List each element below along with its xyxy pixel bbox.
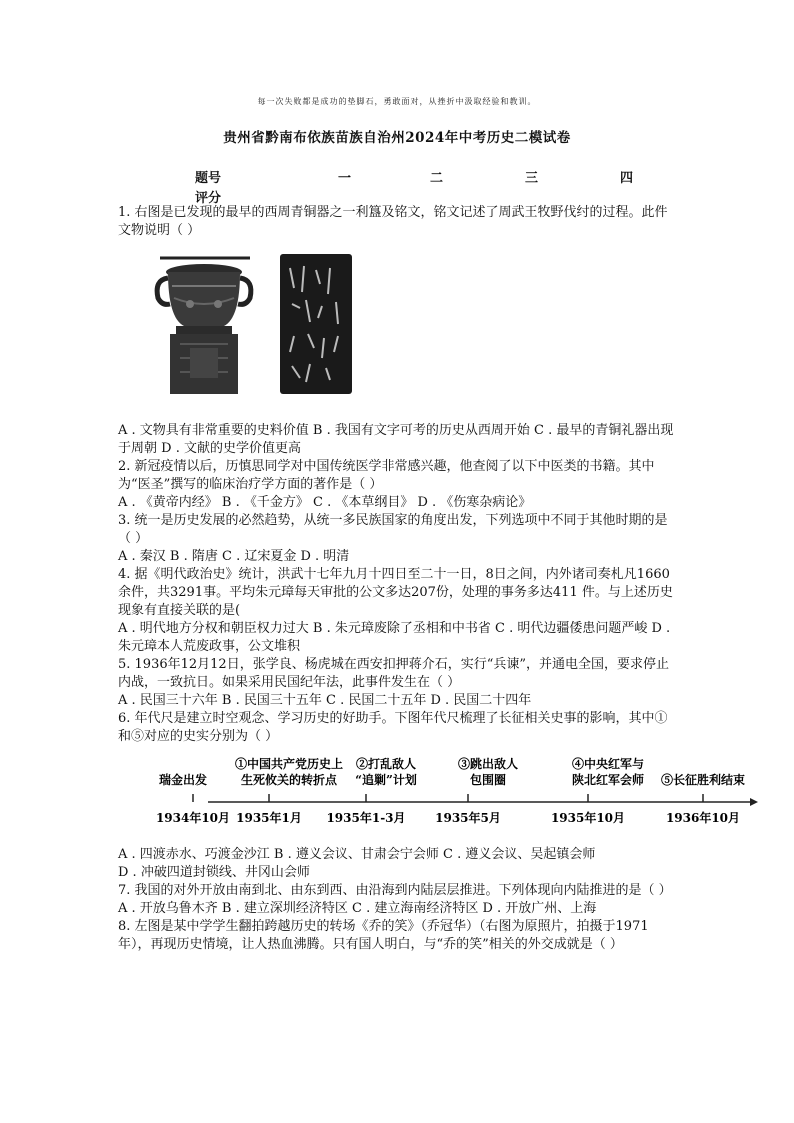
timeline-svg: [138, 754, 758, 846]
score-col-4: 四: [620, 171, 634, 186]
timeline-event-label: ③跳出敌人: [457, 757, 519, 771]
timeline-date: 1935年1-3月: [326, 811, 406, 825]
long-march-timeline: [118, 754, 746, 846]
timeline-event-label: ①中国共产党历史上: [234, 757, 344, 771]
q4-options: A . 明代地方分权和朝臣权力过大 B . 朱元璋废除了丞相和中书省 C . 明代边疆倭患问题严峻 D . 朱元璋本人荒废政事，公文堆积: [118, 621, 671, 654]
q7-options: A . 开放乌鲁木齐 B . 建立深圳经济特区 C . 建立海南经济特区 D . 开放广州、上海: [118, 901, 597, 916]
timeline-date: 1935年5月: [435, 811, 501, 825]
timeline-event-label: 瑞金出发: [158, 773, 208, 787]
q8-text: 8. 左图是某中学学生翻拍跨越历史的转场《乔的笑》（乔冠华）（右图为原照片，拍摄于1971年），再现历史情境，让人热血沸腾。只有国人明白，与“乔的笑”相关的外交成就是（ ）: [118, 919, 649, 952]
q6-options-2: D . 冲破四道封锁线、井冈山会师: [118, 865, 310, 880]
timeline-date: 1936年10月: [665, 811, 741, 825]
timeline-event-label: ⑤长征胜利结束: [660, 773, 746, 787]
score-row-label: 评分: [195, 191, 222, 206]
q5-text: 5. 1936年12月12日，张学良、杨虎城在西安扣押蒋介石，实行“兵谏”，并通电全国，要求停止内战，一致抗日。如果采用民国纪年法，此事件发生在（ ）: [118, 657, 669, 690]
li-gui-figure: [154, 248, 678, 398]
score-col-1: 一: [338, 171, 352, 186]
timeline-event-label: ④中央红军与: [571, 757, 645, 771]
score-heading: 题号: [195, 171, 222, 186]
timeline-date: 1935年10月: [550, 811, 626, 825]
timeline-event-label: 生死攸关的转折点: [240, 773, 338, 787]
score-col-2: 二: [430, 171, 444, 186]
timeline-event-label: ②打乱敌人: [355, 757, 417, 771]
timeline-event-label: 包围圈: [469, 773, 507, 787]
timeline-date: 1935年1月: [236, 811, 302, 825]
q1-text: 1. 右图是已发现的最早的西周青铜器之一利簋及铭文，铭文记述了周武王牧野伐纣的过程。此件文物说明（ ）: [118, 205, 668, 238]
questions: [118, 204, 746, 954]
q2-text: 2. 新冠疫情以后，历慎思同学对中国传统医学非常感兴趣，他查阅了以下中医类的书籍。其中为“医圣”撰写的临床治疗学方面的著作是（ ）: [118, 459, 655, 492]
motto: 每一次失败都是成功的垫脚石，勇敢面对，从挫折中汲取经验和教训。: [257, 97, 537, 106]
timeline-date: 1934年10月: [155, 811, 231, 825]
timeline-event-label: 陕北红军会师: [571, 773, 645, 787]
q3-options: A . 秦汉 B . 隋唐 C . 辽宋夏金 D . 明清: [118, 549, 350, 564]
score-col-3: 三: [525, 171, 539, 186]
timeline-arrow: [750, 798, 758, 806]
q5-options: A . 民国三十六年 B . 民国三十五年 C . 民国二十五年 D . 民国二十四年: [118, 693, 532, 708]
timeline-event-label: “追剿”计划: [355, 773, 417, 787]
q3-text: 3. 统一是历史发展的必然趋势，从统一多民族国家的角度出发，下列选项中不同于其他时期的是（ ）: [118, 513, 668, 546]
q6-text: 6. 年代尺是建立时空观念、学习历史的好助手。下图年代尺梳理了长征相关史事的影响，其中①和⑤对应的史实分别为（ ）: [118, 711, 668, 744]
bronze-vessel-image: [154, 248, 384, 398]
timeline-events: [156, 756, 745, 825]
q7-text: 7. 我国的对外开放由南到北、由东到西、由沿海到内陆层层推进。下列体现向内陆推进的是（ ）: [118, 883, 672, 898]
q4-text: 4. 据《明代政治史》统计，洪武十七年九月十四日至二十一日，8日之间，内外诸司奏札凡1660余件，共3291事。平均朱元璋每天审批的公文多达207份，处理的事务多达411 件。与上述历史现象有直接关联的是(: [118, 567, 673, 618]
q1-options: A . 文物具有非常重要的史料价值 B . 我国有文字可考的历史从西周开始 C . 最早的青铜礼器出现于周朝 D . 文献的史学价值更高: [118, 423, 674, 456]
q2-options: A . 《黄帝内经》 B . 《千金方》 C . 《本草纲目》 D . 《伤寒杂病论》: [118, 495, 532, 510]
page-title: 贵州省黔南布依族苗族自治州2024年中考历史二模试卷: [223, 130, 571, 146]
q6-options-1: A . 四渡赤水、巧渡金沙江 B . 遵义会议、甘肃会宁会师 C . 遵义会议、吴起镇会师: [118, 847, 596, 862]
